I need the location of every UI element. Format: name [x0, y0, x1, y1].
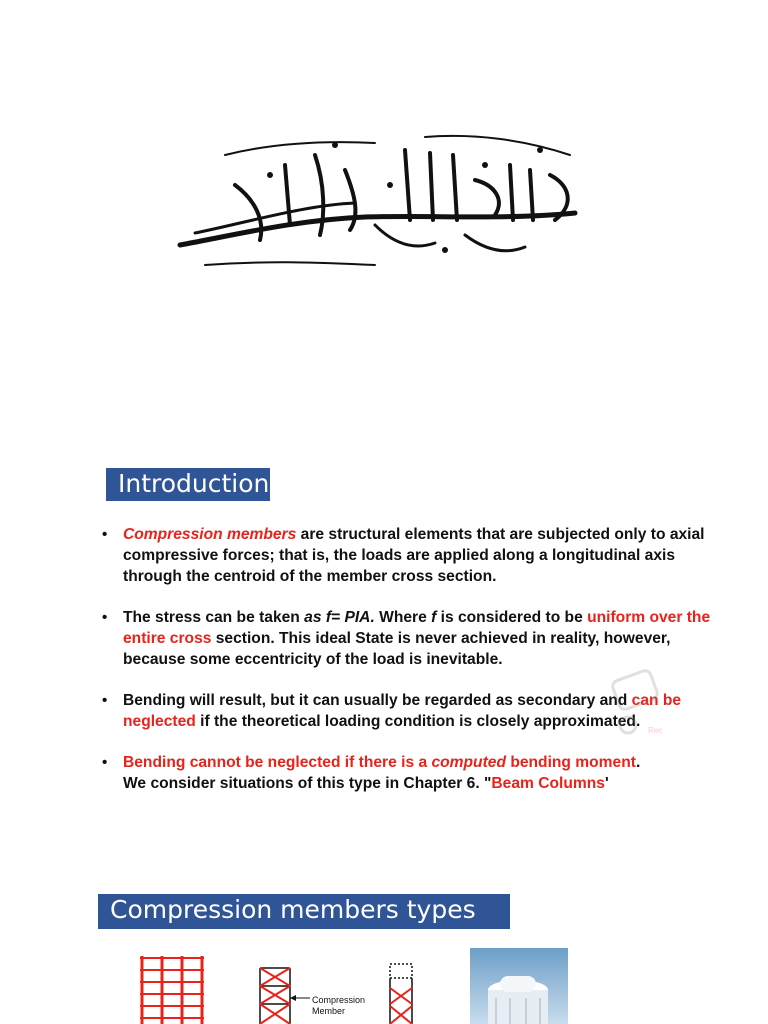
- bullet-bending-moment: • Bending cannot be neglected if there is a computed bending moment. We consider situations of this type in Chapter 6. "Beam Columns': [98, 752, 728, 794]
- bullet-bending: • Bending will result, but it can usually be regarded as secondary and can be neglected if the theoretical loading condition is closely approximated.: [98, 690, 728, 732]
- basmala-calligraphy: [175, 125, 585, 275]
- compression-label-line2: Member: [312, 1006, 346, 1016]
- bullet-stress: • The stress can be taken as f= PIA. Where f is considered to be uniform over the entire cross section. This ideal State is never achieved in reality, however, because some eccentricity of the load is inevitable.: [98, 607, 728, 670]
- introduction-heading: Introduction: [106, 468, 270, 501]
- bullet-compression-members: • Compression members are structural elements that are subjected only to axial compressive forces; that is, the loads are applied along a longitudinal axis through the centroid of the member cross section.: [98, 524, 728, 587]
- types-heading: Compression members types: [98, 894, 510, 929]
- recording-watermark-icon: [600, 665, 675, 745]
- building-frame-figure: [138, 948, 206, 1024]
- water-tower-photo: [470, 948, 568, 1024]
- rec-label: Rec: [648, 726, 663, 735]
- compression-label-line1: Compression: [312, 995, 366, 1005]
- truss-tower-figure: [250, 948, 420, 1024]
